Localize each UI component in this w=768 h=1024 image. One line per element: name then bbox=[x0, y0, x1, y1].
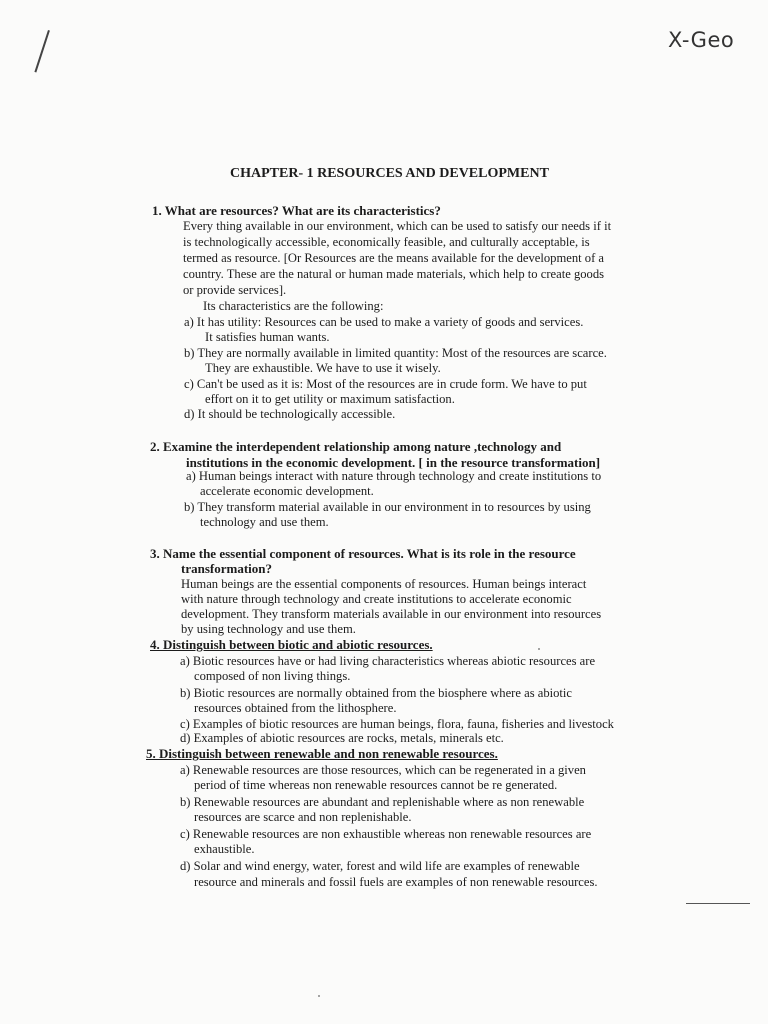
q1-para-line: Every thing available in our environment, which can be used to satisfy our needs if it bbox=[183, 219, 612, 233]
chapter-title: CHAPTER- 1 RESOURCES AND DEVELOPMENT bbox=[230, 166, 549, 181]
q5-point: exhaustible. bbox=[194, 842, 255, 856]
q5-point: resource and minerals and fossil fuels are examples of non renewable resources. bbox=[194, 875, 598, 889]
q2-point: a) Human beings interact with nature through technology and create institutions to bbox=[186, 469, 602, 483]
q4-point: d) Examples of abiotic resources are rocks, metals, minerals etc. bbox=[180, 731, 504, 745]
handwritten-slash-mark bbox=[34, 30, 49, 72]
q1-point: effort on it to get utility or maximum satisfaction. bbox=[205, 392, 455, 406]
q5-heading: 5. Distinguish between renewable and non renewable resources. bbox=[146, 746, 498, 761]
q1-para-line: termed as resource. [Or Resources are the means available for the development of a bbox=[183, 251, 605, 265]
q5-point: b) Renewable resources are abundant and replenishable where as non renewable bbox=[180, 795, 585, 809]
q1-point: They are exhaustible. We have to use it wisely. bbox=[205, 361, 441, 375]
q2-point: technology and use them. bbox=[200, 515, 329, 529]
q5-point: c) Renewable resources are non exhaustible whereas non renewable resources are bbox=[180, 827, 592, 841]
q2-heading-line: 2. Examine the interdependent relationship among nature ,technology and bbox=[150, 439, 562, 454]
scan-speck bbox=[318, 995, 320, 997]
q1-point: a) It has utility: Resources can be used to make a variety of goods and services. bbox=[184, 315, 584, 329]
q5-point: period of time whereas non renewable resources cannot be re generated. bbox=[194, 778, 558, 792]
q5-point: d) Solar and wind energy, water, forest and wild life are examples of renewable bbox=[180, 859, 580, 873]
handwritten-corner-label: X-Geo bbox=[668, 28, 735, 52]
q4-point: b) Biotic resources are normally obtained from the biosphere where as abiotic bbox=[180, 686, 573, 700]
q1-point: c) Can't be used as it is: Most of the resources are in crude form. We have to put bbox=[184, 377, 587, 391]
q2-point: b) They transform material available in our environment in to resources by using bbox=[184, 500, 591, 514]
q2-heading-line: institutions in the economic development. [ in the resource transformation] bbox=[186, 455, 601, 470]
q1-heading: 1. What are resources? What are its characteristics? bbox=[152, 203, 441, 218]
q3-para-line: development. They transform materials available in our environment into resources bbox=[181, 607, 602, 621]
q3-heading-line: 3. Name the essential component of resources. What is its role in the resource bbox=[150, 546, 576, 561]
q4-point: resources obtained from the lithosphere. bbox=[194, 701, 397, 715]
scan-speck bbox=[538, 648, 540, 650]
q1-point: It satisfies human wants. bbox=[205, 330, 330, 344]
q4-heading: 4. Distinguish between biotic and abiotic resources. bbox=[150, 637, 433, 652]
q5-point: a) Renewable resources are those resources, which can be regenerated in a given bbox=[180, 763, 586, 777]
q4-point: composed of non living things. bbox=[194, 669, 351, 683]
q4-point: a) Biotic resources have or had living characteristics whereas abiotic resources are bbox=[180, 654, 596, 668]
q2-point: accelerate economic development. bbox=[200, 484, 374, 498]
footer-rule bbox=[686, 903, 750, 904]
q3-para-line: Human beings are the essential components of resources. Human beings interact bbox=[181, 577, 587, 591]
q3-para-line: by using technology and use them. bbox=[181, 622, 356, 636]
q1-point: d) It should be technologically accessible. bbox=[184, 407, 396, 421]
q1-intro: Its characteristics are the following: bbox=[203, 299, 384, 313]
q5-point: resources are scarce and non replenishable. bbox=[194, 810, 412, 824]
q3-para-line: with nature through technology and create institutions to accelerate economic bbox=[181, 592, 572, 606]
q1-para-line: country. These are the natural or human made materials, which help to create goods bbox=[183, 267, 605, 281]
q4-point: c) Examples of biotic resources are human beings, flora, fauna, fisheries and livestock bbox=[180, 717, 614, 731]
q1-point: b) They are normally available in limited quantity: Most of the resources are scarce. bbox=[184, 346, 607, 360]
q1-para-line: or provide services]. bbox=[183, 283, 287, 297]
q1-para-line: is technologically accessible, economically feasible, and culturally acceptable, is bbox=[183, 235, 590, 249]
q3-heading-line: transformation? bbox=[181, 561, 272, 576]
